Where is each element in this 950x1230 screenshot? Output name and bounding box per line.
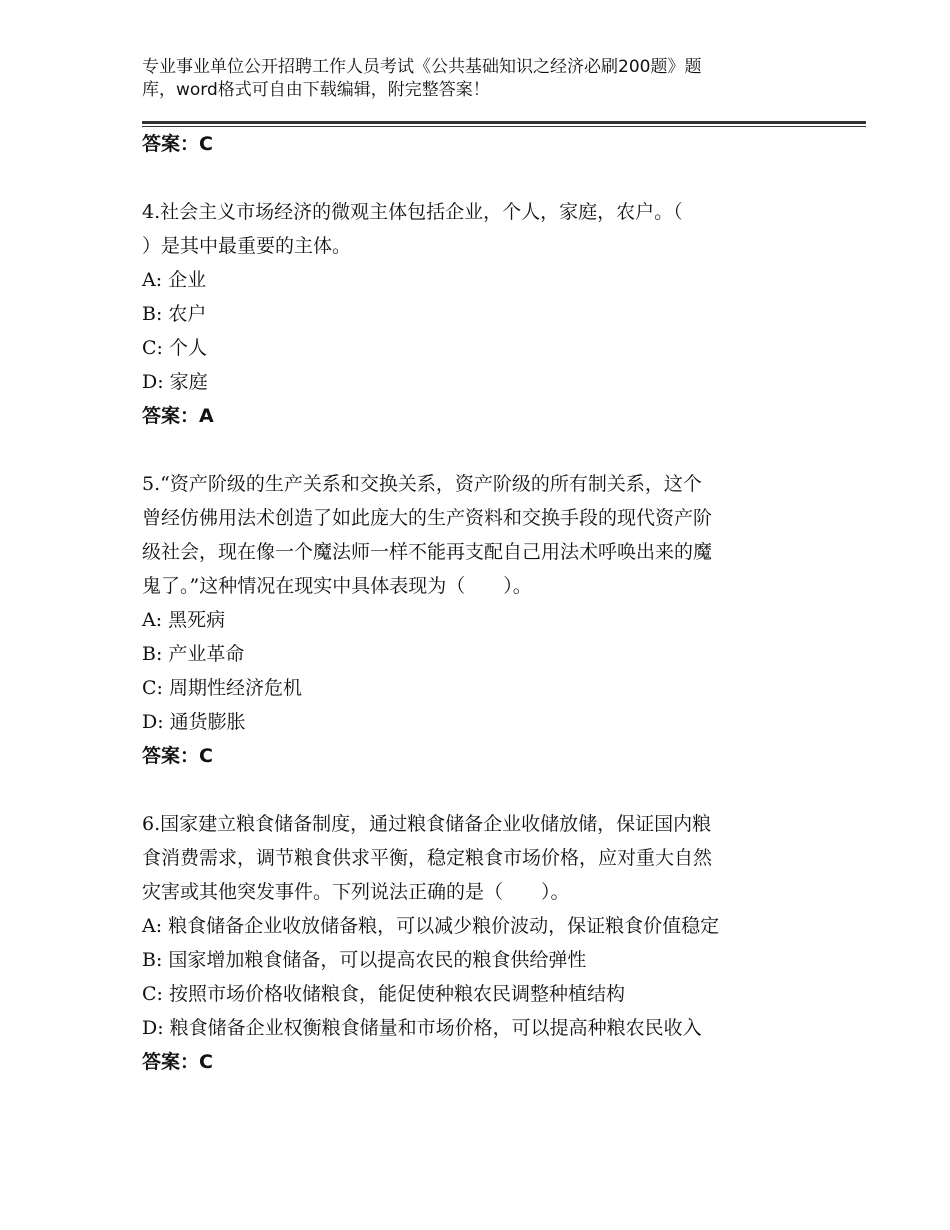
option-text: 产业革命	[168, 643, 245, 665]
option-letter: D:	[142, 1017, 164, 1039]
question-5	[142, 467, 822, 773]
question-5-option-c	[142, 671, 822, 705]
option-text: 家庭	[169, 371, 208, 393]
option-letter: C:	[142, 677, 163, 699]
option-text: 周期性经济危机	[168, 677, 302, 699]
question-5-option-a	[142, 603, 822, 637]
option-text: 个人	[168, 337, 207, 359]
question-6-line-1: 6.国家建立粮食储备制度，通过粮食储备企业收储放储，保证国内粮	[142, 813, 712, 835]
question-4-line-2: ）是其中最重要的主体。	[142, 235, 352, 257]
question-5-answer: 答案：C	[142, 745, 213, 767]
option-letter: A:	[142, 915, 163, 937]
question-6-option-d	[142, 1011, 822, 1045]
question-6	[142, 807, 822, 1079]
document-header	[142, 56, 782, 102]
question-4-option-c	[142, 331, 822, 365]
question-4	[142, 195, 822, 433]
option-letter: B:	[142, 949, 163, 971]
option-text: 按照市场价格收储粮食，能促使种粮农民调整种植结构	[168, 983, 625, 1005]
question-4-option-a	[142, 263, 822, 297]
question-6-option-c	[142, 977, 822, 1011]
question-6-line-2: 食消费需求，调节粮食供求平衡，稳定粮食市场价格，应对重大自然	[142, 847, 713, 869]
option-letter: A:	[142, 269, 163, 291]
question-6-line-3: 灾害或其他突发事件。下列说法正确的是（ ）。	[142, 881, 570, 903]
option-letter: C:	[142, 983, 163, 1005]
question-5-option-b	[142, 637, 822, 671]
question-6-text	[142, 807, 822, 909]
question-5-line-2: 曾经仿佛用法术创造了如此庞大的生产资料和交换手段的现代资产阶	[142, 507, 713, 529]
question-6-answer: 答案：C	[142, 1051, 213, 1073]
option-text: 粮食储备企业权衡粮食储量和市场价格，可以提高种粮农民收入	[169, 1017, 702, 1039]
header-title-line-2: 库，word格式可自由下载编辑，附完整答案！	[142, 80, 490, 100]
question-4-option-d	[142, 365, 822, 399]
option-text: 企业	[168, 269, 207, 291]
option-text: 粮食储备企业收放储备粮，可以减少粮价波动，保证粮食价值稳定	[168, 915, 720, 937]
header-title-line-1: 专业事业单位公开招聘工作人员考试《公共基础知识之经济必刷200题》题	[142, 57, 702, 77]
option-letter: B:	[142, 303, 163, 325]
option-letter: C:	[142, 337, 163, 359]
question-5-line-3: 级社会，现在像一个魔法师一样不能再支配自己用法术呼唤出来的魔	[142, 541, 713, 563]
question-4-text	[142, 195, 822, 263]
questions-content	[142, 127, 822, 1079]
option-letter: B:	[142, 643, 163, 665]
question-4-option-b	[142, 297, 822, 331]
question-6-option-a	[142, 909, 822, 943]
question-5-line-4: 鬼了。”这种情况在现实中具体表现为（ ）。	[142, 575, 532, 597]
question-5-text	[142, 467, 822, 603]
question-5-line-1: 5.“资产阶级的生产关系和交换关系，资产阶级的所有制关系，这个	[142, 473, 702, 495]
question-4-answer: 答案：A	[142, 405, 214, 427]
option-text: 农户	[168, 303, 207, 325]
option-letter: D:	[142, 711, 164, 733]
option-text: 通货膨胀	[169, 711, 246, 733]
question-5-option-d	[142, 705, 822, 739]
option-letter: D:	[142, 371, 164, 393]
question-6-option-b	[142, 943, 822, 977]
option-text: 黑死病	[168, 609, 226, 631]
previous-question-answer: 答案：C	[142, 133, 213, 155]
header-divider-thick	[142, 121, 866, 124]
option-text: 国家增加粮食储备，可以提高农民的粮食供给弹性	[168, 949, 587, 971]
question-4-line-1: 4.社会主义市场经济的微观主体包括企业，个人，家庭，农户。（	[142, 201, 683, 223]
option-letter: A:	[142, 609, 163, 631]
